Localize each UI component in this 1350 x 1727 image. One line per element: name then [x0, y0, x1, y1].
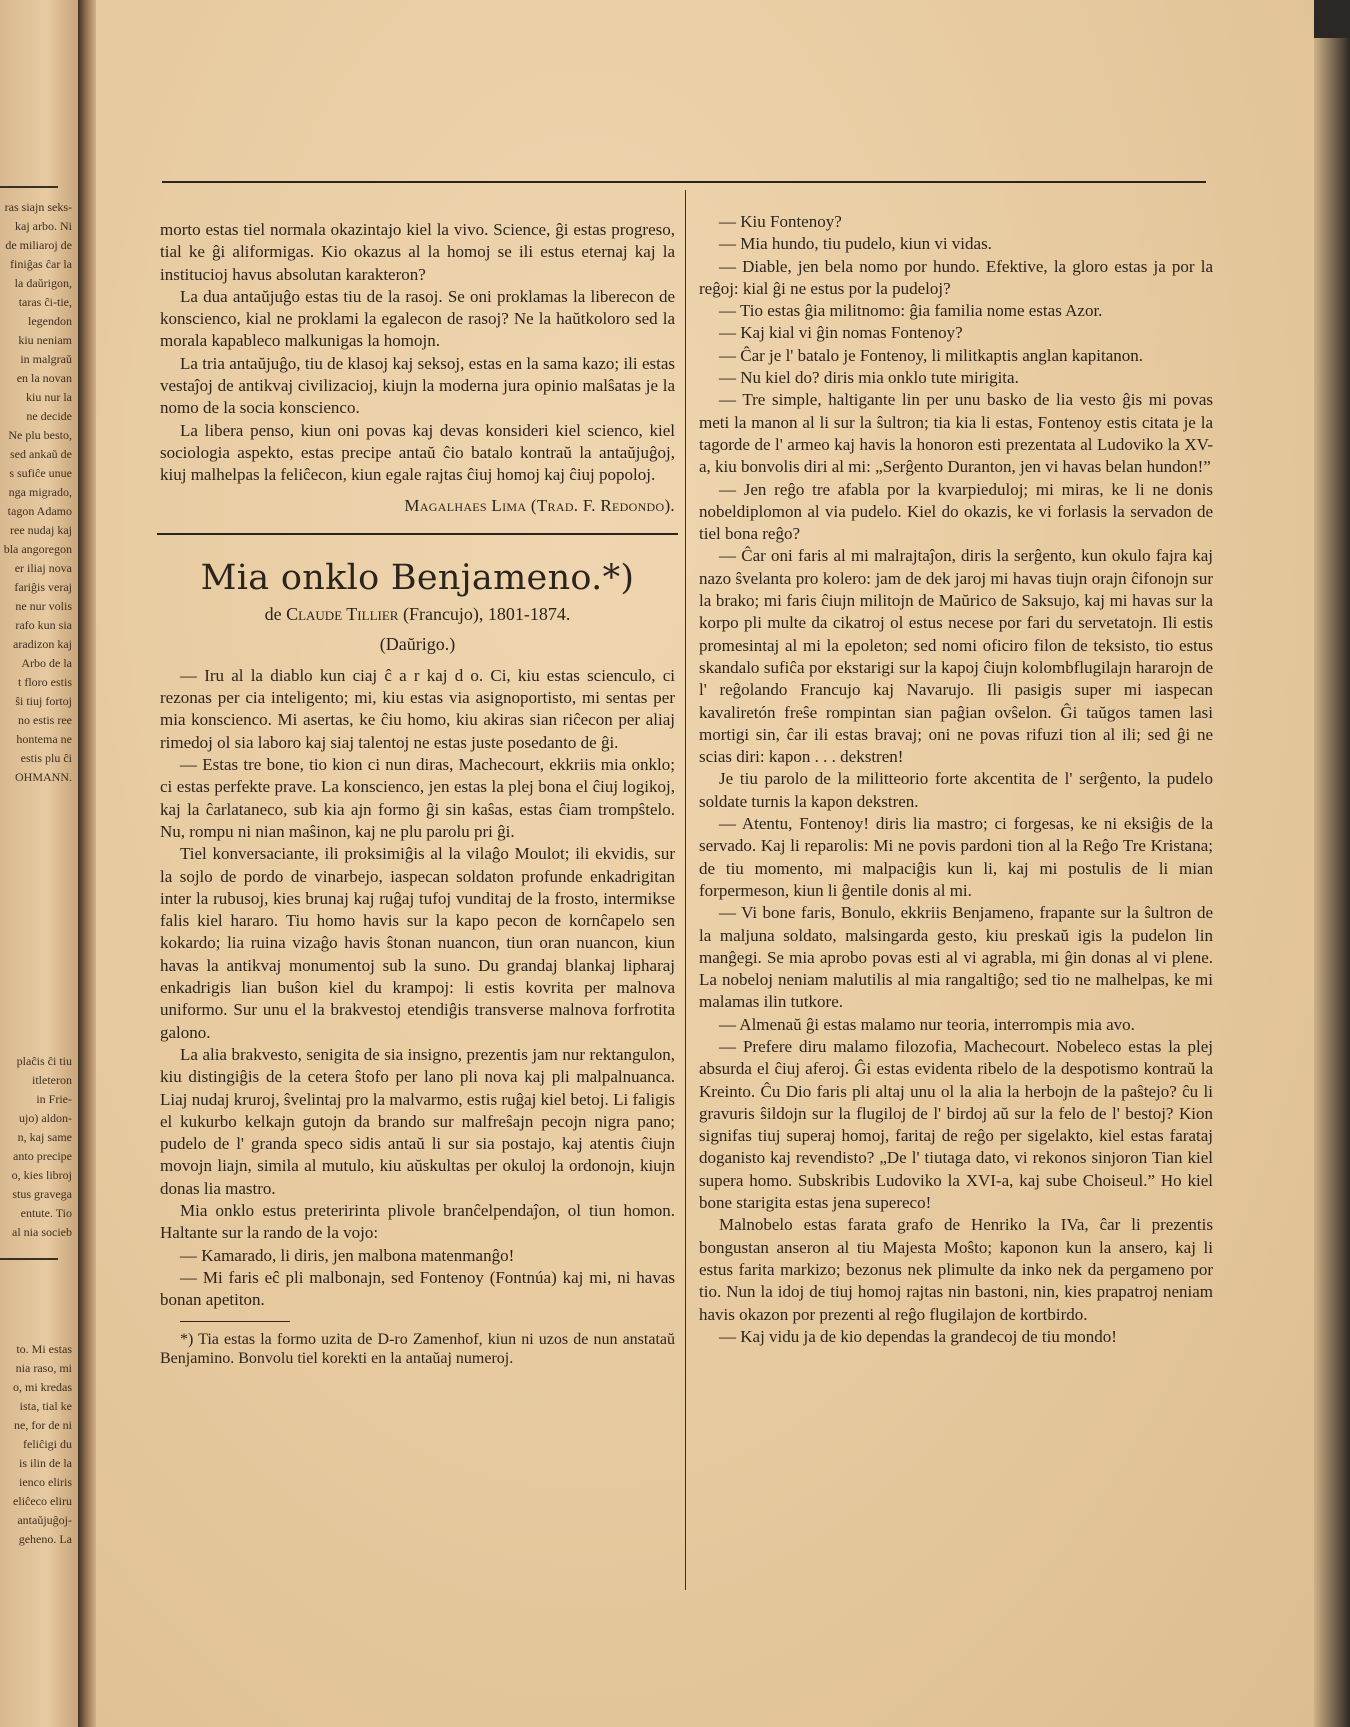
left-page-line: en la novan	[16, 371, 72, 385]
left-page-line: er iliaj nova	[14, 561, 72, 575]
article-signature: Magalhaes Lima (Trad. F. Redondo).	[404, 495, 675, 515]
header-rule	[162, 181, 1206, 183]
left-page-line: o, mi kredas	[13, 1380, 72, 1394]
left-page-line: itleteron	[32, 1073, 72, 1087]
byline-prefix: de	[264, 603, 282, 624]
left-page-line: entute. Tio	[20, 1206, 72, 1220]
paragraph: Tiel konversaciante, ili proksimiĝis al la vilaĝo Moulot; ili ekvidis, sur la sojlo de pordo de vinarbejo, iaspecan soldaton profunde enkadrigitan inter la rubusoj, kies brunaj kaj ruĝaj tufoj vunditaj de la frosto, intermikse falis kiel hararo. Tiu homo havis sur la kapo pecon de kornĉapelo sen kokardo; lia ruina vizaĝo havis ŝtonan nuancon, tiun oran nuancon, kiun havas la antikvaj monumentoj sub la suno. Du grandaj blankaj lipharaj enkadrigis lian buŝon kiel du krampoj: li estis kovrita per malnova uniformo. Sur unu el la brakvestoj etendiĝis transverse malnova forfrotita galono.	[160, 844, 675, 1042]
left-page-line: ree nudaj kaj	[10, 523, 72, 537]
left-page-text-block-3	[0, 1340, 74, 1549]
left-page-line: de miliaroj de	[5, 238, 72, 252]
left-page-line: eliĉeco eliru	[13, 1494, 72, 1508]
article-separator	[157, 533, 678, 535]
paragraph: — Tio estas ĝia militnomo: ĝia familia nome estas Azor.	[719, 301, 1103, 321]
left-page-line: Arbo de la	[21, 656, 72, 670]
author-dates: (Francujo), 1801-1874.	[402, 603, 571, 624]
left-page-line: kiu nur la	[26, 390, 72, 404]
left-page-line: o, kies libroj	[11, 1168, 72, 1182]
paragraph: — Estas tre bone, tio kion ci nun diras, Machecourt, ekkriis mia onklo; ci estas perfekte prave. La konscienco, jen estas la plej bona el ĉiuj logikoj, kaj la ĉarlataneco, sub kia ajn formo ĝi sin kaŝas, estas ĉiam trompŝtelo. Nu, rompu ni nian maŝinon, kaj ne plu parolu pri ĝi.	[160, 755, 675, 841]
left-page-line: ne nur volis	[15, 599, 72, 613]
left-page-line: ne decide	[26, 409, 72, 423]
paragraph: La alia brakvesto, senigita de sia insigno, prezentis jam nur rektangulon, kiu distingiĝis de la cetera ŝtofo per lano pli nova kaj pli malpalnuanca. Liaj nudaj kruroj, ŝvelintaj pro la malvarmo, estis ruĝaj kiel betoj. Li faligis el kukurbo kelkajn gutojn da brando sur malfreŝajn pecojn nigra pano; pudelo de l' granda speco sidis antaŭ li sur sia postajo, kaj atentis ĉiujn movojn liajn, simila al mutulo, kiu aŭskultas per okuloj la ordonojn, kiujn donas lia mastro.	[160, 1044, 675, 1198]
left-page-line: legendon	[28, 314, 72, 328]
left-page-text-block-2	[0, 1052, 74, 1242]
left-page-line: tagon Adamo	[7, 504, 72, 518]
left-page-text-block-1	[0, 198, 74, 787]
paragraph: Je tiu parolo de la militteorio forte akcentita de l' serĝento, la pudelo soldate turnis la kapon dekstren.	[699, 769, 1213, 811]
left-page-line: plaĉis ĉi tiu	[16, 1054, 72, 1068]
left-page-line: al nia socieb	[12, 1225, 72, 1239]
paragraph: morto estas tiel normala okazintajo kiel la vivo. Science, ĝi estas progreso, tial ke ĝi aliformigas. Kio okazus al la homoj se ili estus eternaj kaj la institucioj havus absolutan karakteron?	[160, 220, 675, 284]
paragraph: Malnobelo estas farata grafo de Henriko la IVa, ĉar li prezentis bongustan anseron al tiu Majesta Moŝto; kaponon kun la ansero, kaj li estus farita markizo; bezonus nek plimulte da inko nek da pergameno por tio. Nun la idoj de tiuj homoj rajtas nin bastoni, nin, kies prapatroj neniam havis okazon por prezenti al reĝo flugilajon de kortbirdo.	[699, 1215, 1213, 1324]
page-edge-shadow	[1314, 38, 1350, 1727]
left-page-line: geheno. La	[18, 1532, 72, 1546]
left-page-line: aradizon kaj	[13, 637, 72, 651]
left-page-line: to. Mi estas	[16, 1342, 72, 1356]
paragraph: — Ĉar oni faris al mi malrajtaĵon, diris la serĝento, kun okulo fajra kaj nazo ŝvelanta pro kolero: jam de dek jaroj mi havas tiujn orajn ĉifonojn sur la brako; mi faris ĉiujn militojn de Maŭrico de Saksujo, kaj mi havas sur la korpo pli multe da cikatroj ol estus necese por fari du servetatojn. Ili estis promesintaj al mi la epoleton; sed nomi oficiro filon de teksisto, tio estus skandalo sufiĉa por ekstarigi sur la kapoj ĉiujn kolombflugilajn hararojn de l' reĝolando Francujo kaj Navarujo. Ili pasigis super mi iaspecan kavaliretón freŝe rompintan sian paĝian ovŝelon. Ĝi taŭgos tamen lasi mortigi sin, ĉar ili estas bravaj; oni ne povas rifuzi tion al ili; sed ĝi ne scias diri: kapon . . . dekstren!	[699, 546, 1213, 767]
column-divider	[685, 190, 686, 1590]
left-page-line: ienco eliris	[19, 1475, 72, 1489]
continued-label: (Daŭrigo.)	[379, 633, 456, 654]
left-page-line: s sufiĉe unue	[9, 466, 72, 480]
paragraph: — Iru al la diablo kun ciaj ĉ a r kaj d o. Ci, kiu estas scienculo, ci rezonas per cia inteligento; mi, kiu estas via asignoportisto, mi sentas per mia konscienco. Mi asertas, ke ĉiu homo, kiu akiras sian riĉecon per aliaj rimedoj ol sia laboro kaj siaj talentoj ne estas juste posedanto de ĝi.	[160, 665, 675, 752]
paragraph: — Kiu Fontenoy?	[719, 212, 842, 231]
left-page-line: t floro estis	[18, 675, 72, 689]
paragraph: La libera penso, kiun oni povas kaj devas konsideri kiel scienco, kiel sociologia aspekto, estas precipe antaŭ ĉio batalo kontraŭ la antaŭjuĝoj, kiuj malhelpas la feliĉecon, kiun egale rajtas ĉiuj homoj kaj ĉiuj popoloj.	[160, 420, 675, 485]
left-page-fragment	[0, 0, 78, 1727]
left-page-line: hontema ne	[16, 732, 72, 746]
paragraph: — Vi bone faris, Bonulo, ekkriis Benjameno, frapante sur la ŝultron de la maljuna soldato, malsingarda gesto, kiu preskaŭ igis la pudelon lin manĝegi. Se mia aprobo povas esti al vi agrabla, mi ĝin donas al vi plene. La nobeloj neniam malutilis al mia rangaltiĝo; sed tio ne malhelpas, ke mi malamas ilin tutkore.	[699, 903, 1213, 1012]
paragraph: — Nu kiel do? diris mia onklo tute mirigita.	[719, 368, 1019, 388]
left-page-line: feliĉigi du	[23, 1437, 72, 1451]
left-page-line: estis plu ĉi	[20, 751, 72, 765]
right-column	[699, 211, 1213, 1348]
paragraph: — Jen reĝo tre afabla por la kvarpieduloj; mi miras, ke li ne donis nobeldiplomon al via pudelo. Kiel do okazis, ke vi forlasis la servadon de tiel bona reĝo?	[699, 479, 1213, 544]
left-page-line: in malgraŭ	[20, 352, 72, 366]
paragraph: — Kaj vidu ja de kio dependas la grandecoj de tiu mondo!	[719, 1326, 1117, 1346]
paragraph: La tria antaŭjuĝo, tiu de klasoj kaj seksoj, estas en la sama kazo; ili estas vestaĵoj de antikvaj civilizacioj, kiujn la moderna jura opinio malŝatas je la nomo de la socia konscienco.	[160, 353, 675, 418]
paragraph: — Mi faris eĉ pli malbonajn, sed Fontenoy (Fontnúa) kaj mi, ni havas bonan apetiton.	[160, 1267, 675, 1310]
paragraph: — Ĉar je l' batalo je Fontenoy, li militkaptis anglan kapitanon.	[719, 345, 1144, 365]
footnote: *) Tia estas la formo uzita de D-ro Zamenhof, kiun ni uzos de nun anstataŭ Benjamino. Bonvolu tiel korekti en la antaŭaj numeroj.	[160, 1331, 675, 1368]
author-name: Claude Tillier	[286, 603, 399, 624]
left-page-line: Ne plu besto,	[8, 428, 72, 442]
left-page-line: antaŭjuĝoj-	[17, 1513, 72, 1527]
left-page-line: bla angoregon	[3, 542, 72, 556]
left-page-line: ista, tial ke	[19, 1399, 72, 1413]
left-page-line: ŝi tiuj fortoj	[15, 694, 72, 708]
left-page-line: no estis ree	[18, 713, 72, 727]
left-page-rule	[0, 186, 58, 188]
paragraph: — Tre simple, haltigante lin per unu basko de lia vesto ĝis mi povas meti la manon al li sur la ŝultron; tia kia li estas, Fontenoy estis citata je la tagorde de l' armeo kaj havis la honoron esti prezentata al Ludoviko la XV-a, kiu bonvolis diri al mi: „Serĝento Duranton, jen vi havas belan hundon!”	[699, 390, 1213, 477]
left-page-line: rafo kun sia	[15, 618, 72, 632]
left-page-line: kaj arbo. Ni	[15, 219, 72, 233]
left-page-line: ujo) aldon-	[19, 1111, 72, 1125]
paragraph: — Kamarado, li diris, jen malbona matenmanĝo!	[180, 1245, 515, 1265]
left-page-line: OHMANN.	[15, 770, 72, 784]
left-page-rule	[0, 1258, 58, 1260]
footnote-rule	[180, 1321, 290, 1322]
paragraph: — Mia hundo, tiu pudelo, kiun vi vidas.	[719, 234, 992, 254]
left-page-line: la daŭrigon,	[14, 276, 72, 290]
left-page-line: taras ĉi-tie,	[18, 295, 72, 309]
left-page-line: fariĝis veraj	[14, 580, 72, 594]
left-page-line: ras siajn seks-	[4, 200, 72, 214]
left-page-line: finiĝas ĉar la	[10, 257, 72, 271]
left-page-line: nga migrado,	[8, 485, 72, 499]
left-page-line: kiu neniam	[18, 333, 72, 347]
book-gutter	[78, 0, 96, 1727]
paragraph: — Almenaŭ ĝi estas malamo nur teoria, interrompis mia avo.	[719, 1014, 1135, 1034]
paragraph: Mia onklo estus preteririnta plivole branĉelpendaĵon, ol tiun homon. Haltante sur la rando de la vojo:	[160, 1200, 675, 1243]
left-page-line: ne, for de ni	[14, 1418, 72, 1432]
left-page-line: nia raso, mi	[15, 1361, 72, 1375]
paragraph: — Diable, jen bela nomo por hundo. Efektive, la gloro estas ja por la reĝoj: kial ĝi ne estus por la pudeloj?	[699, 256, 1213, 298]
paragraph: — Kaj kial vi ĝin nomas Fontenoy?	[719, 323, 963, 343]
article-title: Mia onklo Benjameno.*)	[200, 557, 635, 598]
left-page-line: anto precipe	[13, 1149, 72, 1163]
left-page-line: stus gravega	[12, 1187, 72, 1201]
paragraph: La dua antaŭjuĝo estas tiu de la rasoj. Se oni proklamas la liberecon de konscienco, kial ne proklami la egalecon de rasoj? Ne la haŭtkoloro sed la morala kapableco malkunigas la homojn.	[160, 286, 675, 351]
paragraph: — Atentu, Fontenoy! diris lia mastro; ci forgesas, ke ni eksiĝis de la servado. Kaj li reparolis: Mi ne povis pardoni tion al la Reĝo Tre Kristana; de tiu momento, mi malpaciĝis kun li, kaj mi postulis de li mian forpermeson, kiun li ĝentile donis al mi.	[699, 814, 1213, 900]
paragraph: — Prefere diru malamo filozofia, Machecourt. Nobeleco estas la plej absurda el ĉiuj aferoj. Ĝi estas evidenta ribelo de la despotismo kontraŭ la Kreinto. Ĉu Dio faris pli altaj unu ol la alia la herbojn de la paŝtejo? ĉu li gravuris ŝildojn sur la flugiloj de l' birdoj aŭ sur la felo de l' bestoj? Kion signifas tiuj superaj homoj, faritaj de reĝo per sigelakto, kiel estas farataj doganisto kaj revendisto? „De l' tiutaga dato, vi rekonos sinjoron Tian kiel supera homo. Subskribis Ludoviko la XVI-a, kaj sube Choiseul.” Ho kiel bone starigita estas jena supereco!	[699, 1036, 1213, 1213]
left-page-line: is ilin de la	[19, 1456, 72, 1470]
left-page-line: in Frie-	[36, 1092, 72, 1106]
left-page-line: n, kaj same	[17, 1130, 72, 1144]
article-byline	[160, 599, 675, 629]
left-column	[160, 219, 675, 1368]
left-page-line: sed ankaŭ de	[10, 447, 72, 461]
